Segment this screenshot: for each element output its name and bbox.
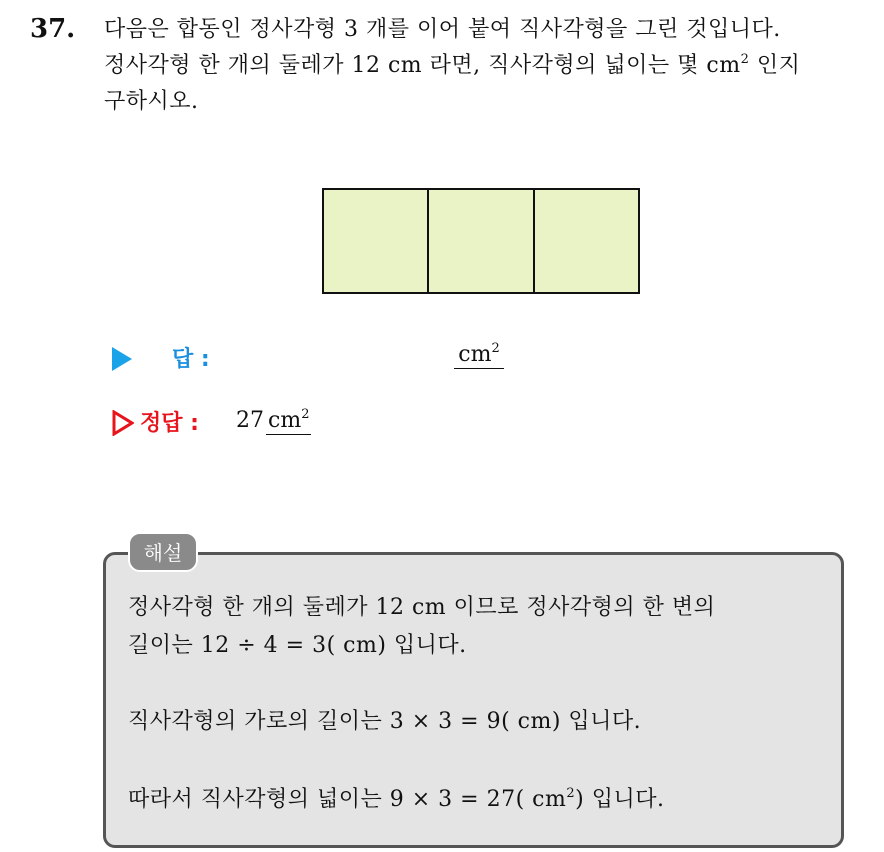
answer-row (110, 340, 530, 376)
square-3 (533, 190, 638, 292)
explanation-line-1: 정사각형 한 개의 둘레가 12 cm 이므로 정사각형의 한 변의 (128, 595, 716, 620)
correct-answer-value (236, 408, 311, 433)
correct-answer-unit-sup: 2 (301, 407, 310, 422)
question-line-2-tail: 인지 (749, 53, 801, 78)
question-line-2-sup: 2 (740, 52, 750, 67)
answer-blank[interactable] (454, 342, 504, 369)
explanation-line-4-sup: 2 (566, 786, 576, 801)
explanation-line-3: 직사각형의 가로의 길이는 3 × 3 = 9( cm) 입니다. (128, 709, 642, 734)
correct-answer-row (110, 404, 530, 440)
answer-label: 답 : (172, 347, 210, 372)
question-line-2 (104, 48, 864, 84)
explanation-line-4-main: 따라서 직사각형의 넓이는 9 × 3 = 27( cm (128, 787, 567, 812)
answer-unit: cm (458, 342, 492, 367)
explanation-line-4-tail: ) 입니다. (575, 787, 665, 812)
question-text (104, 12, 864, 120)
correct-answer-unit: cm (268, 408, 302, 433)
question-number: 37. (30, 14, 76, 44)
three-squares-figure (322, 188, 640, 294)
correct-answer-unit-wrap (266, 408, 311, 435)
square-1 (324, 190, 427, 292)
answer-unit-sup: 2 (491, 341, 500, 356)
square-2 (427, 190, 532, 292)
correct-answer-number: 27 (236, 408, 264, 433)
play-triangle-icon (112, 347, 132, 371)
question-line-1: 다음은 합동인 정사각형 3 개를 이어 붙여 직사각형을 그린 것입니다. (104, 17, 781, 42)
explanation-line-2: 길이는 12 ÷ 4 = 3( cm) 입니다. (128, 633, 467, 658)
question-line-3: 구하시오. (104, 89, 199, 114)
question-line-2-main: 정사각형 한 개의 둘레가 12 cm 라면, 직사각형의 넓이는 몇 cm (104, 53, 741, 78)
outline-triangle-icon (112, 410, 134, 436)
explanation-line-4 (128, 782, 664, 813)
correct-answer-label: 정답 : (140, 411, 199, 436)
explanation-tag: 해설 (128, 532, 198, 572)
